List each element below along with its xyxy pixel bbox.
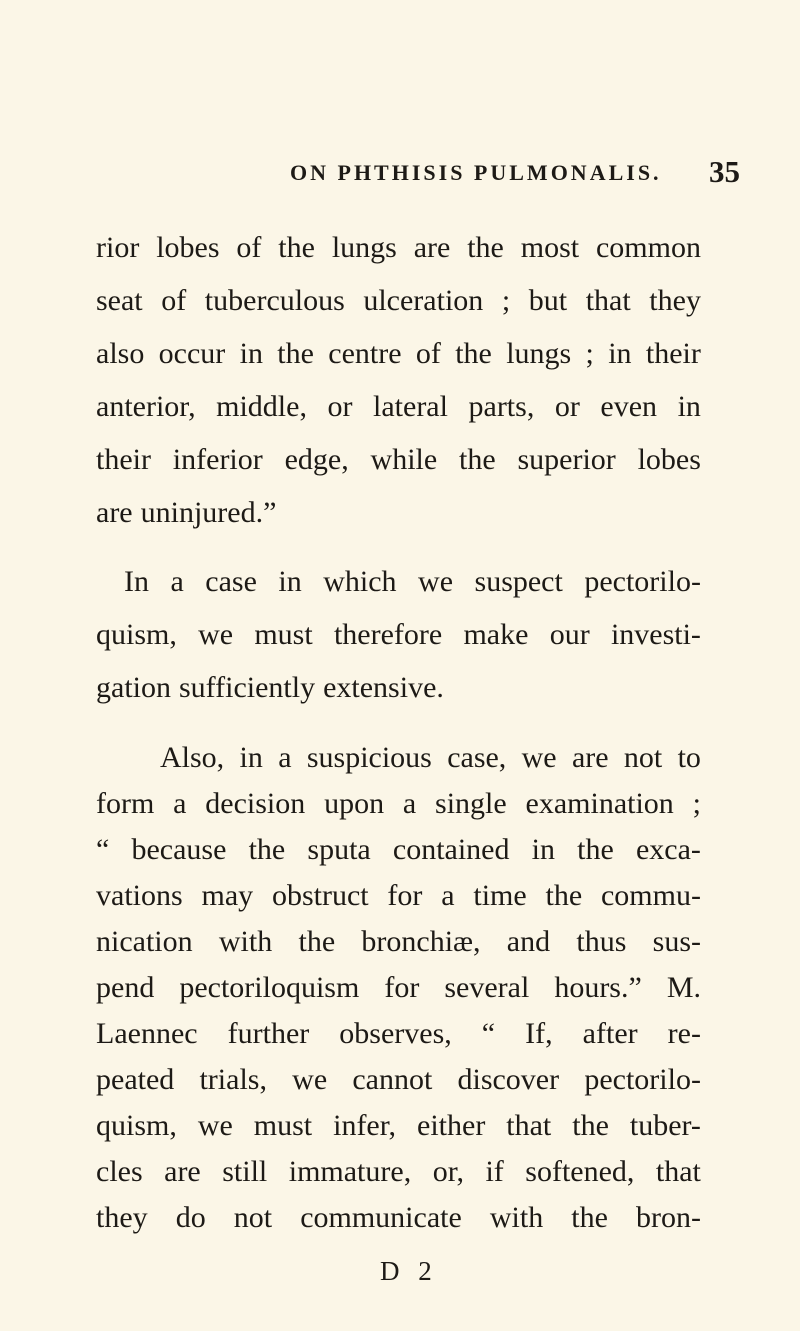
text-line: Also, in a suspicious case, we are not to: [160, 741, 701, 774]
running-title: ON PHTHISIS PULMONALIS.: [290, 160, 662, 185]
signature-mark: D 2: [380, 1256, 438, 1286]
text-line: they do not communicate with the bron-: [96, 1201, 701, 1234]
text-line: form a decision upon a single examination ;: [96, 787, 701, 820]
text-line: seat of tuberculous ulceration ; but that they: [96, 284, 701, 317]
text-line: pend pectoriloquism for several hours.” M.: [96, 971, 701, 1004]
running-head: [290, 154, 740, 200]
text-line: anterior, middle, or lateral parts, or even in: [96, 390, 701, 423]
text-line: also occur in the centre of the lungs ; in their: [96, 337, 701, 370]
text-line: Laennec further observes, “ If, after re-: [96, 1017, 701, 1050]
text-line: their inferior edge, while the superior lobes: [96, 443, 701, 476]
text-line: peated trials, we cannot discover pectorilo-: [96, 1063, 701, 1096]
text-line: are uninjured.”: [96, 496, 277, 529]
text-line: In a case in which we suspect pectorilo-: [124, 565, 701, 598]
text-line: gation sufficiently extensive.: [96, 671, 444, 704]
text-line: quism, we must infer, either that the tuber-: [96, 1109, 701, 1142]
text-line: cles are still immature, or, if softened, that: [96, 1155, 701, 1188]
page-number: 35: [709, 154, 740, 189]
text-line: quism, we must therefore make our investi-: [96, 618, 701, 651]
text-line: vations may obstruct for a time the commu-: [96, 879, 701, 912]
text-line: nication with the bronchiæ, and thus sus-: [96, 925, 701, 958]
text-line: “ because the sputa contained in the exca-: [96, 833, 701, 866]
text-line: rior lobes of the lungs are the most common: [96, 231, 701, 264]
